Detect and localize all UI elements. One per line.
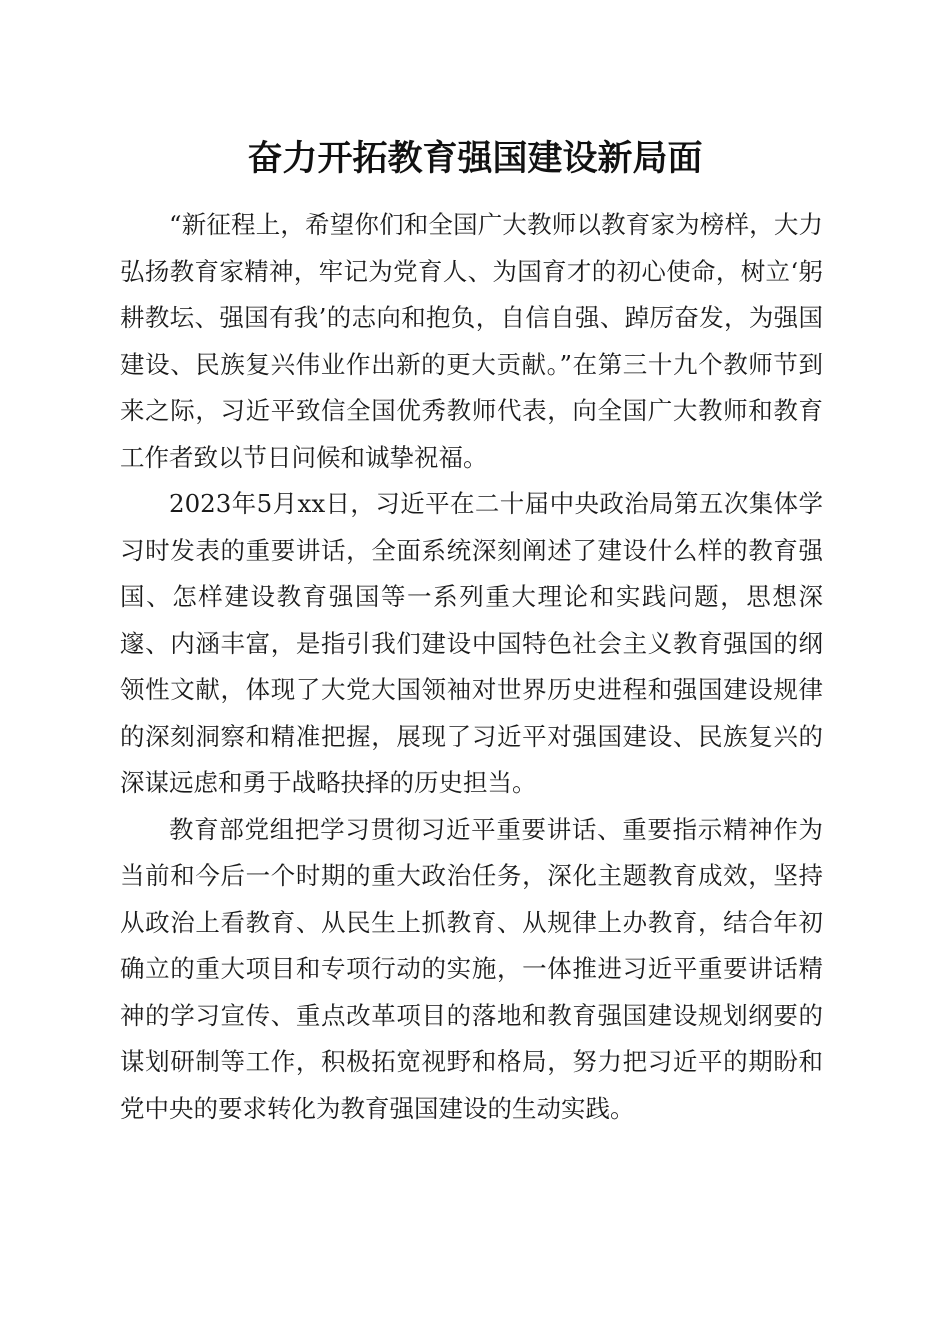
paragraph-2: 2023年5月xx日，习近平在二十届中央政治局第五次集体学习时发表的重要讲话，全面系统深刻阐述了建设什么样的教育强国、怎样建设教育强国等一系列重大理论和实践问题，思想深邃、内涵丰富，是指引我们建设中国特色社会主义教育强国的纲领性文献，体现了大党大国领袖对世界历史进程和强国建设规律的深刻洞察和精准把握，展现了习近平对强国建设、民族复兴的深谋远虑和勇于战略抉择的历史担当。 <box>120 489 823 797</box>
document-title: 奋力开拓教育强国建设新局面 <box>247 138 703 179</box>
document-body <box>120 202 823 1132</box>
paragraph-3: 教育部党组把学习贯彻习近平重要讲话、重要指示精神作为当前和今后一个时期的重大政治任务，深化主题教育成效，坚持从政治上看教育、从民生上抓教育、从规律上办教育，结合年初确立的重大项目和专项行动的实施，一体推进习近平重要讲话精神的学习宣传、重点改革项目的落地和教育强国建设规划纲要的谋划研制等工作，积极拓宽视野和格局，努力把习近平的期盼和党中央的要求转化为教育强国建设的生动实践。 <box>120 814 823 1123</box>
paragraph-1: “新征程上，希望你们和全国广大教师以教育家为榜样，大力弘扬教育家精神，牢记为党育人、为国育才的初心使命，树立‘躬耕教坛、强国有我’的志向和抱负，自信自强、踔厉奋发，为强国建设、民族复兴伟业作出新的更大贡献。”在第三十九个教师节到来之际，习近平致信全国优秀教师代表，向全国广大教师和教育工作者致以节日问候和诚挚祝福。 <box>120 210 823 472</box>
